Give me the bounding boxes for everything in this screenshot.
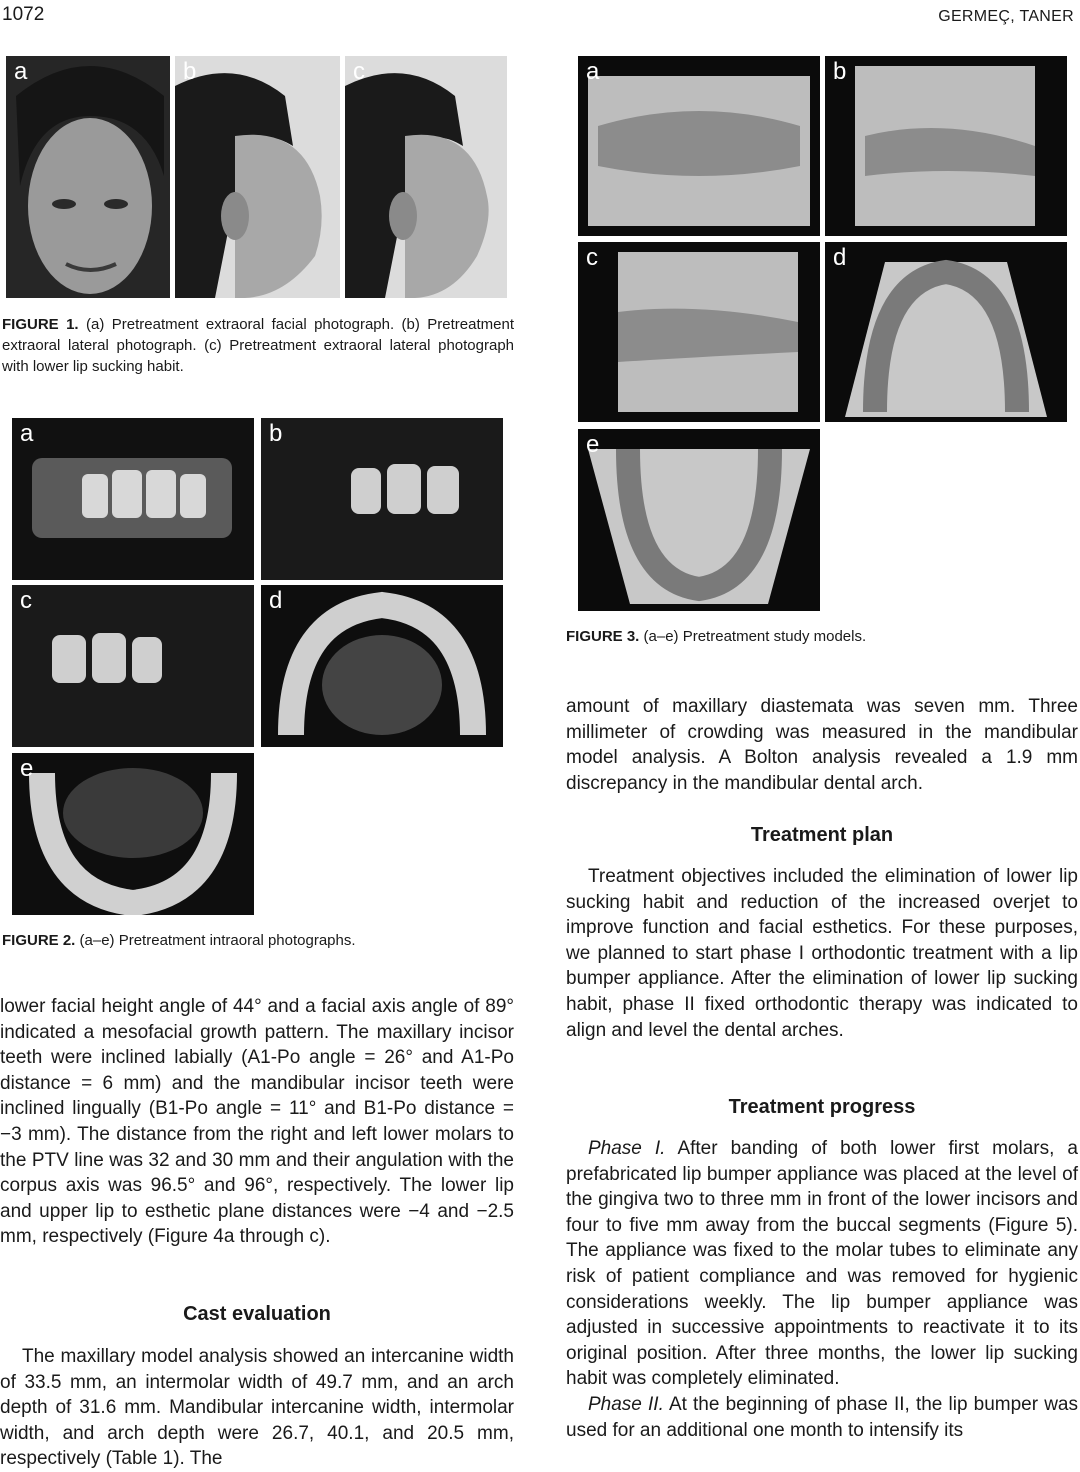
figure2-photo-b [261,418,503,580]
left-column-text-2 [0,1344,514,1472]
paragraph: The maxillary model analysis showed an intercanine width of 33.5 mm, an intermolar width of 49.7 mm, and an arch depth of 31.6 mm. Mandibular intercanine width, intermolar width, and arch depth were 26.7, 40.1, and 20.5 mm, respectively (Table 1). The [0,1346,514,1470]
teeth-side-image [261,418,503,580]
panel-label: d [833,244,847,271]
teeth-front-image [12,418,254,580]
right-column-text-1 [566,694,1078,796]
figure1-label: FIGURE 1. [2,316,79,333]
paragraph-phase-1 [566,1136,1078,1392]
figure3-photo-c [578,242,820,422]
phase2-text: At the beginning of phase II, the lip bumper was used for an additional one month to intensify its [566,1393,1078,1441]
figure3-photo-b [825,56,1067,236]
figure1-caption [2,314,514,377]
paragraph: amount of maxillary diastemata was seven mm. Three millimeter of crowding was measured in the mandibular model analysis. A Bolton analysis revealed a 1.9 mm discrepancy in the mandibular dental arch. [566,696,1078,794]
teeth-side-left-image [12,585,254,747]
figure3-caption-text: (a–e) Pretreatment study models. [643,628,867,645]
figure1-caption-text: (a) Pretreatment extraoral facial photograph. (b) Pretreatment extraoral lateral photograph. (c) Pretreatment extraoral lateral photograph with lower lip sucking habit. [2,316,514,375]
face-profile-lip-image [345,56,507,298]
figure1-photo-c [345,56,507,298]
panel-label: b [183,58,197,85]
face-front-image [6,56,170,298]
panel-label: a [14,58,28,85]
panel-label: e [586,431,600,458]
panel-label: a [586,58,600,85]
lower-arch-image [12,753,254,915]
right-column-text-2 [566,864,1078,1043]
figure3-caption [566,626,1066,647]
section-title-treatment-progress: Treatment progress [728,1096,916,1118]
figure3-photo-e [578,429,820,611]
panel-label: d [269,587,283,614]
running-head-authors: GERMEÇ, TANER [938,8,1074,25]
face-profile-image [175,56,340,298]
figure2-caption-text: (a–e) Pretreatment intraoral photographs. [79,932,356,949]
phase2-label: Phase II. [588,1393,664,1415]
panel-label: e [20,755,34,782]
study-model-front-image [578,56,820,236]
right-column-text-3 [566,1136,1078,1443]
figure2-photo-c [12,585,254,747]
figure2-caption [2,930,514,951]
panel-label: c [353,58,365,85]
phase1-text: After banding of both lower first molars, a prefabricated lip bumper appliance was placed at the level of the gingiva two to three mm in front of the lower incisors and four to five mm away from the buccal segments (Figure 5). The appliance was fixed to the molar tubes to eliminate any risk of patient compliance and was removed for hygienic considerations weekly. The lip bumper appliance was adjusted in successive appointments to reactivate it to its original position. After three months, the lower lip sucking habit was completely eliminated. [566,1138,1079,1390]
study-model-right-image [825,56,1067,236]
panel-label: c [20,587,32,614]
figure2-photo-a [12,418,254,580]
figure1-photo-b [175,56,340,298]
paragraph: Treatment objectives included the elimination of lower lip sucking habit and reduction of the increased overjet to improve function and facial esthetics. For these purposes, we planned to start phase I orthodontic treatment with a lip bumper appliance. After the elimination of lower lip sucking habit, phase II fixed orthodontic therapy was indicated to align and level the dental arches. [566,866,1078,1041]
study-model-lower-occlusal-image [578,429,820,611]
study-model-left-image [578,242,820,422]
panel-label: b [269,420,283,447]
page-number: 1072 [2,4,45,25]
paragraph: lower facial height angle of 44° and a facial axis angle of 89° indicated a mesofacial growth pattern. The maxillary incisor teeth were inclined labially (A1-Po angle = 26° and A1-Po distance = 6 mm) and the mandibular incisor teeth were inclined lingually (B1-Po angle = 11° and B1-Po distance = −3 mm). The distance from the right and left lower molars to the PTV line was 32 and 30 mm and their angulation with the corpus axis was 96.5° and 96°, respectively. The lower lip and upper lip to esthetic plane distances were −4 and −2.5 mm, respectively (Figure 4a through c). [0,996,514,1248]
figure3-photo-a [578,56,820,236]
figure3-label: FIGURE 3. [566,628,640,645]
left-column-text-1 [0,994,514,1250]
panel-label: b [833,58,847,85]
panel-label: c [586,244,598,271]
figure2-photo-e [12,753,254,915]
study-model-upper-occlusal-image [825,242,1067,422]
phase1-label: Phase I. [588,1138,666,1159]
figure1-photo-a [6,56,170,298]
section-title-treatment-plan: Treatment plan [750,824,894,846]
paragraph-phase-2 [566,1392,1078,1443]
section-title-cast-evaluation: Cast evaluation [183,1303,331,1325]
figure2-label: FIGURE 2. [2,932,76,949]
figure3-photo-d [825,242,1067,422]
upper-arch-image [261,585,503,747]
panel-label: a [20,420,34,447]
figure2-photo-d [261,585,503,747]
